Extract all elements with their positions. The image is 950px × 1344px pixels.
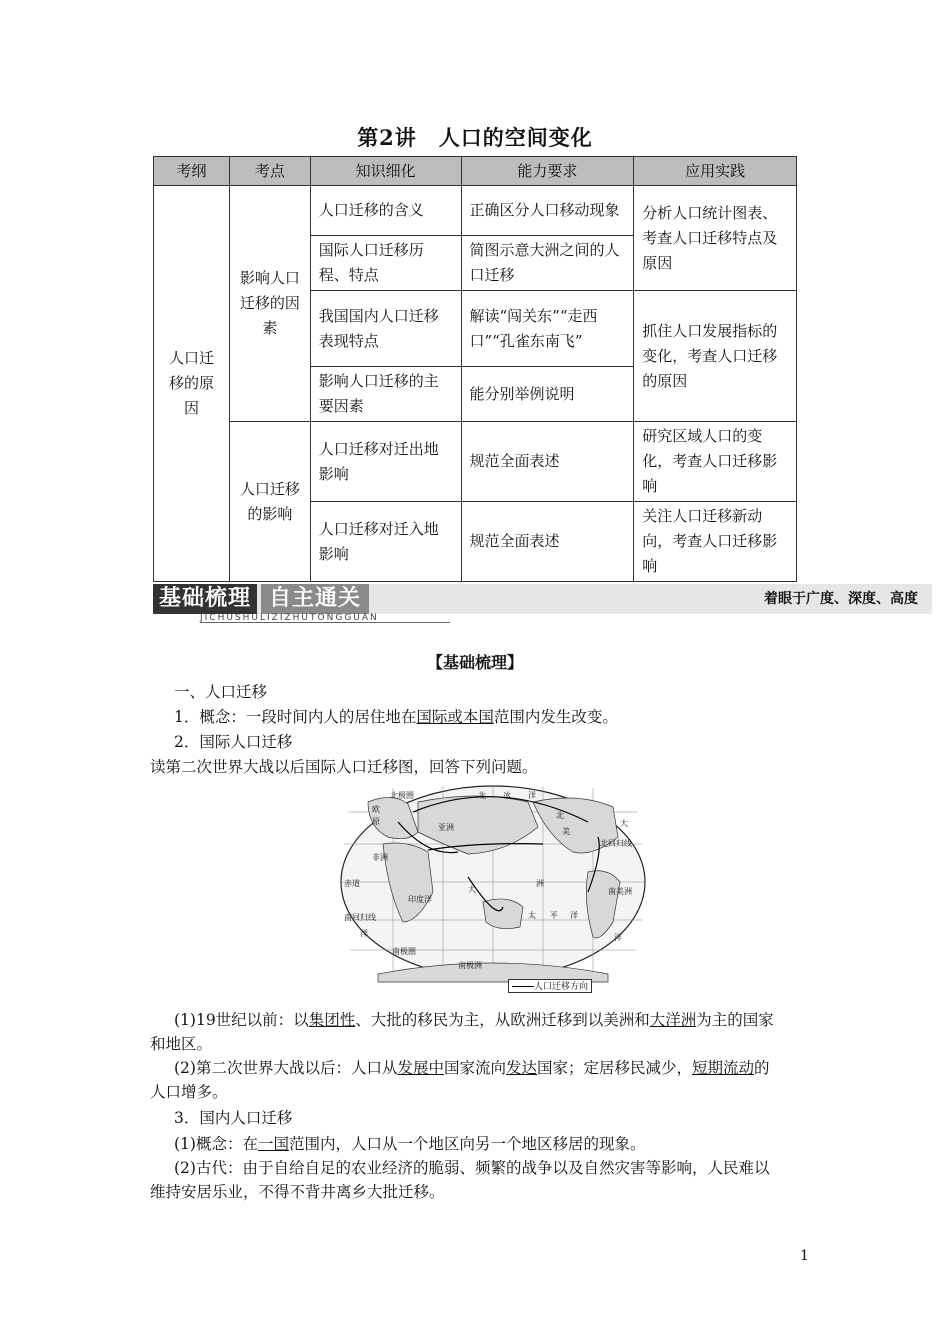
- detail-cell: 人口迁移对迁出地影响: [310, 422, 461, 502]
- text-span: 为主的国家: [696, 1011, 774, 1029]
- paragraph-read-map: 读第二次世界大战以后国际人口迁移图，回答下列问题。: [150, 758, 538, 776]
- text-span: 、大批的移民为主，从欧洲迁移到以美洲和: [355, 1011, 650, 1029]
- answer-blank: 国际或本国: [416, 708, 494, 726]
- text-span: (1)19世纪以前：以: [174, 1011, 309, 1029]
- answer-blank: 一国: [257, 1135, 289, 1153]
- point-cell: 影响人口迁移的因素: [229, 186, 310, 422]
- header-cell: 应用实践: [634, 157, 797, 186]
- map-label: 印度洋: [408, 895, 432, 904]
- detail-cell: 影响人口迁移的主要因素: [310, 367, 461, 422]
- section-heading: 【基础梳理】: [426, 653, 523, 672]
- arrow-icon: [512, 986, 534, 987]
- detail-cell: 人口迁移的含义: [310, 186, 461, 236]
- map-label: 北极圈: [390, 791, 414, 800]
- outline-cell: 人口迁移的原因: [154, 186, 230, 582]
- banner-tagline: 着眼于广度、深度、高度: [764, 591, 918, 607]
- practice-cell: 分析人口统计图表、考查人口迁移特点及原因: [634, 186, 797, 291]
- heading-migration: 一、人口迁移: [174, 683, 268, 701]
- header-cell: 能力要求: [461, 157, 634, 186]
- banner-label-primary: 基础梳理: [153, 584, 257, 614]
- section-banner: [153, 584, 932, 614]
- heading-domestic: 3．国内人口迁移: [174, 1109, 293, 1127]
- header-cell: 考点: [229, 157, 310, 186]
- paragraph-ancient: (2)古代：由于自给自足的农业经济的脆弱、频繁的战争以及自然灾害等影响，人民难以: [174, 1159, 770, 1177]
- map-label: 欧: [372, 805, 380, 814]
- map-label: 洋: [360, 929, 368, 938]
- map-label: 亚洲: [438, 823, 454, 832]
- practice-cell: 研究区域人口的变化，考查人口迁移影响: [634, 422, 797, 502]
- paragraph-domestic-concept: [174, 1132, 646, 1156]
- paragraph-postwar: [174, 1056, 770, 1080]
- point-cell: 人口迁移的影响: [229, 422, 310, 582]
- table-row: [154, 186, 797, 236]
- banner-label-secondary: 自主通关: [261, 584, 369, 614]
- ability-cell: 能分别举例说明: [461, 367, 634, 422]
- answer-blank: 集团性: [308, 1011, 356, 1029]
- map-label: 洋: [614, 933, 622, 942]
- map-label: 北: [556, 811, 564, 820]
- practice-cell: 抓住人口发展指标的变化，考查人口迁移的原因: [634, 291, 797, 422]
- answer-blank: 发达: [506, 1059, 538, 1077]
- world-migration-map: [338, 782, 648, 996]
- map-label: 太: [528, 911, 536, 920]
- text-span: 的: [754, 1059, 770, 1077]
- map-label: 美: [562, 827, 570, 836]
- detail-cell: 国际人口迁移历程、特点: [310, 236, 461, 291]
- map-label: 南回归线: [344, 913, 376, 922]
- paragraph-pre19-cont: 和地区。: [150, 1035, 213, 1053]
- map-label: 赤道: [344, 879, 360, 888]
- detail-cell: 人口迁移对迁入地影响: [310, 502, 461, 582]
- table-header-row: [154, 157, 797, 186]
- map-label: 冰: [503, 791, 511, 800]
- map-label: 洲: [536, 879, 544, 888]
- header-cell: 知识细化: [310, 157, 461, 186]
- exam-outline-table: [153, 156, 797, 582]
- text-span: 国家流向: [443, 1059, 506, 1077]
- ability-cell: 规范全面表述: [461, 422, 634, 502]
- map-label: 南极圈: [392, 947, 416, 956]
- answer-blank: 短期流动: [692, 1059, 755, 1077]
- map-label: 北回归线: [600, 839, 632, 848]
- paragraph-postwar-cont: 人口增多。: [150, 1083, 228, 1101]
- paragraph-concept: [174, 705, 618, 729]
- map-label: 北: [478, 791, 486, 800]
- map-label: 原: [372, 817, 380, 826]
- ability-cell: 规范全面表述: [461, 502, 634, 582]
- ability-cell: 解读“闯关东”“走西口”“孔雀东南飞”: [461, 291, 634, 367]
- ability-cell: 正确区分人口移动现象: [461, 186, 634, 236]
- map-label: 平: [550, 911, 558, 920]
- legend-label: 人口迁移方向: [533, 982, 588, 992]
- answer-blank: 大洋洲: [649, 1011, 697, 1029]
- practice-cell: 关注人口迁移新动向，考查人口迁移影响: [634, 502, 797, 582]
- map-label: 南极洲: [458, 961, 482, 970]
- page-title: 第2讲 人口的空间变化: [357, 125, 593, 150]
- text-span: 1．概念：一段时间内人的居住地在: [174, 708, 417, 726]
- page-number: 1: [800, 1248, 809, 1264]
- detail-cell: 我国国内人口迁移表现特点: [310, 291, 461, 367]
- paragraph-ancient-cont: 维持安居乐业，不得不背井离乡大批迁移。: [150, 1183, 445, 1201]
- answer-blank: 发展中: [397, 1059, 444, 1077]
- text-span: 国家；定居移民减少，: [537, 1059, 693, 1077]
- heading-international: 2．国际人口迁移: [174, 733, 293, 751]
- map-label: 南美洲: [608, 887, 632, 896]
- text-span: 范围内，人口从一个地区向另一个地区移居的现象。: [288, 1135, 646, 1153]
- map-label: 洋: [528, 791, 536, 800]
- paragraph-pre19: [174, 1008, 774, 1032]
- map-label: 大: [468, 885, 476, 894]
- banner-pinyin: JICHUSHULIZIZHUTONGGUAN: [200, 613, 379, 623]
- table-row: [154, 422, 797, 502]
- map-label: 洋: [570, 911, 578, 920]
- ability-cell: 简图示意大洲之间的人口迁移: [461, 236, 634, 291]
- map-legend: [508, 979, 592, 993]
- map-label: 大: [620, 819, 628, 828]
- map-label: 非洲: [372, 853, 388, 862]
- header-cell: 考纲: [154, 157, 230, 186]
- text-span: (2)第二次世界大战以后：人口从: [174, 1059, 398, 1077]
- text-span: 范围内发生改变。: [493, 708, 618, 726]
- text-span: (1)概念：在: [174, 1135, 258, 1153]
